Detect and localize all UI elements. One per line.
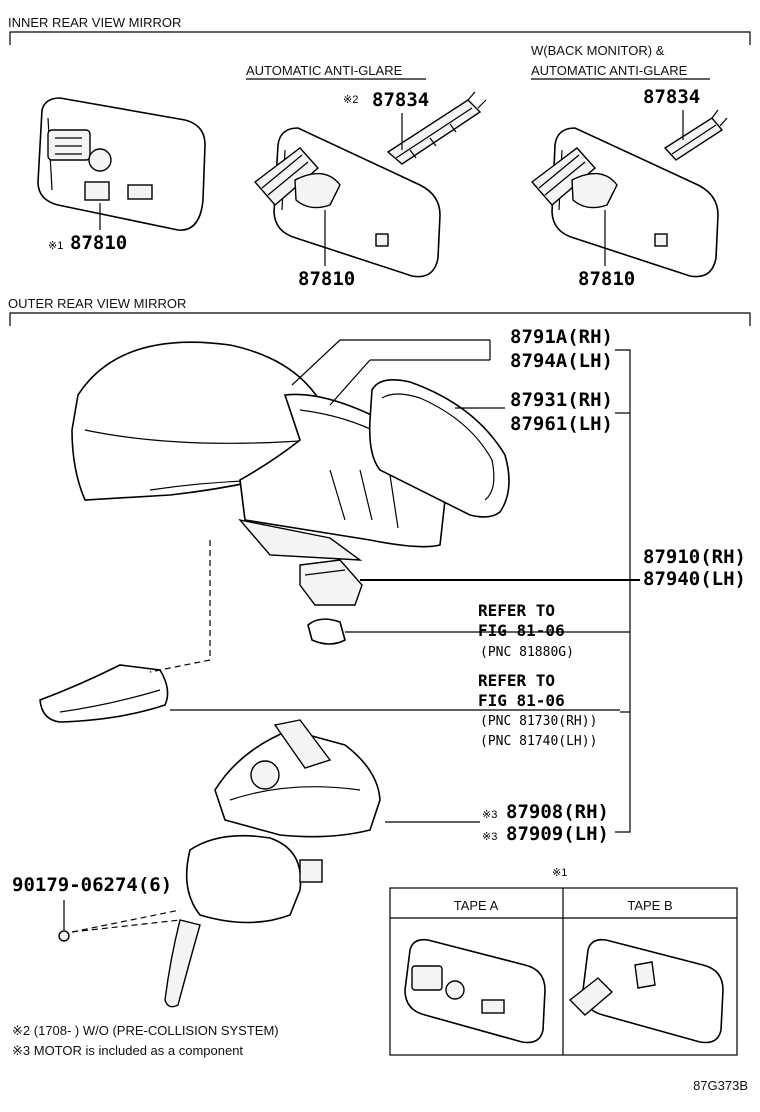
turn-signal-lamp — [40, 665, 168, 722]
part-number-87910: 87910(RH) — [643, 546, 746, 568]
tape-a-mirror — [405, 940, 545, 1043]
mark-1-inner: ※1 — [48, 240, 64, 252]
screw — [59, 931, 69, 941]
ref2-pnc1: (PNC 81730(RH)) — [480, 714, 598, 729]
part-number-87834-b: 87834 — [643, 86, 701, 108]
label-back-monitor-line2: AUTOMATIC ANTI-GLARE — [531, 63, 688, 78]
figure-code: 87G373B — [693, 1078, 748, 1093]
dashed-guide-signal — [150, 540, 210, 672]
mark-3-rh: ※3 — [482, 809, 498, 821]
part-number-8794A: 8794A(LH) — [510, 350, 613, 372]
tape-b-header: TAPE B — [627, 898, 673, 913]
label-back-monitor-line1: W(BACK MONITOR) & — [531, 43, 665, 58]
ref2-line1: REFER TO — [478, 671, 556, 690]
puddle-lamp — [300, 560, 362, 605]
part-number-8791A: 8791A(RH) — [510, 326, 613, 348]
label-automatic-anti-glare: AUTOMATIC ANTI-GLARE — [246, 63, 403, 78]
inner-mirror-basic — [38, 98, 205, 230]
note-3: ※3 MOTOR is included as a component — [12, 1043, 244, 1058]
part-number-87908: 87908(RH) — [506, 801, 609, 823]
ref1-line2: FIG 81-06 — [478, 621, 565, 640]
part-number-87810-a: 87810 — [70, 232, 128, 254]
assembly-bracket — [615, 350, 630, 832]
dashed-guide-screw — [72, 910, 180, 932]
tape-b-mirror — [570, 940, 723, 1043]
part-number-87940: 87940(LH) — [643, 568, 746, 590]
bulb — [308, 619, 345, 644]
connector-87834-b — [665, 110, 727, 160]
section-title-outer: OUTER REAR VIEW MIRROR — [8, 296, 187, 311]
part-number-87810-c: 87810 — [578, 268, 636, 290]
section-title-inner: INNER REAR VIEW MIRROR — [8, 15, 182, 30]
leader-cover — [292, 340, 340, 385]
ref1-pnc: (PNC 81880G) — [480, 645, 574, 660]
mark-1-table: ※1 — [552, 867, 568, 879]
mirror-motor-base — [165, 720, 380, 1007]
ref2-pnc2: (PNC 81740(LH)) — [480, 734, 598, 749]
part-number-87931: 87931(RH) — [510, 389, 613, 411]
part-number-87834-a: 87834 — [372, 89, 430, 111]
mark-3-lh: ※3 — [482, 831, 498, 843]
mark-2: ※2 — [343, 94, 359, 106]
note-2: ※2 (1708- ) W/O (PRE-COLLISION SYSTEM) — [12, 1023, 279, 1038]
leader-cover-2 — [330, 360, 370, 405]
part-number-87909: 87909(LH) — [506, 823, 609, 845]
ref1-line1: REFER TO — [478, 601, 556, 620]
section-bracket-outer — [10, 313, 750, 326]
part-number-87961: 87961(LH) — [510, 413, 613, 435]
ref2-line2: FIG 81-06 — [478, 691, 565, 710]
part-number-90179: 90179-06274(6) — [12, 874, 173, 896]
part-number-87810-b: 87810 — [298, 268, 356, 290]
tape-a-header: TAPE A — [453, 898, 499, 913]
